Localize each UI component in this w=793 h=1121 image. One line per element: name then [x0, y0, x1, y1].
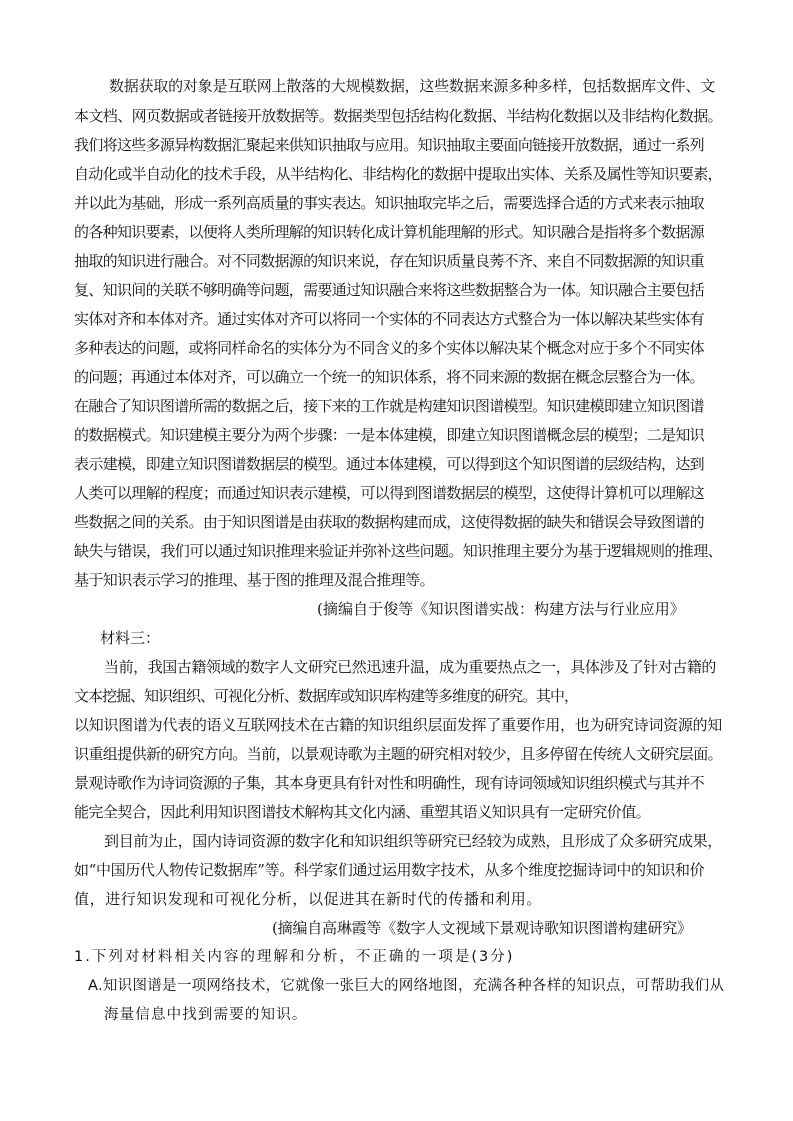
text-line: 基于知识表示学习的推理、基于图的推理及混合推理等。	[74, 571, 435, 589]
answer-option-a-continued: 海量信息中找到需要的知识。	[104, 1007, 308, 1023]
text-line: 值，进行知识发现和可视化分析，以促进其在新时代的传播和利用。	[74, 890, 543, 908]
text-line: 多种表达的问题，或将同样命名的实体分为不同含义的多个实体以解决某个概念对应于多个不同实体	[74, 339, 705, 357]
text-line: 并以此为基础，形成一系列高质量的事实表达。知识抽取完毕之后，需要选择合适的方式来表示抽取	[74, 194, 705, 212]
text-line: 自动化或半自动化的技术手段，从半结构化、非结构化的数据中提取出实体、关系及属性等知识要素，	[74, 165, 723, 183]
source-citation: (摘编自高琳霞等《数字人文视域下景观诗歌知识图谱构建研究》	[272, 919, 692, 937]
text-line: 些数据之间的关系。由于知识图谱是由获取的数据构建而成，这使得数据的缺失和错误会导致图谱的	[74, 513, 705, 531]
text-line: 人类可以理解的程度；而通过知识表示建模，可以得到图谱数据层的模型，这使得计算机可以理解这	[74, 484, 705, 502]
text-line: 复、知识间的关联不够明确等问题，需要通过知识融合来将这些数据整合为一体。知识融合主要包括	[74, 281, 705, 299]
text-line: 抽取的知识进行融合。对不同数据源的知识来说，存在知识质量良莠不齐、来自不同数据源的知识重	[74, 252, 705, 270]
text-line: 如“中国历代人物传记数据库”等。科学家们通过运用数字技术，从多个维度挖掘诗词中的知识和价	[74, 861, 705, 879]
text-line: 识重组提供新的研究方向。当前，以景观诗歌为主题的研究相对较少，且多停留在传统人文研究层面。	[74, 745, 723, 763]
text-line: 缺失与错误，我们可以通过知识推理来验证并弥补这些问题。知识推理主要分为基于逻辑规则的推理、	[74, 542, 723, 560]
text-line: 的各种知识要素，以便将人类所理解的知识转化成计算机能理解的形式。知识融合是指将多个数据源	[74, 223, 705, 241]
text-line: 以知识图谱为代表的语义互联网技术在古籍的知识组织层面发挥了重要作用，也为研究诗词资源的知	[74, 716, 723, 734]
text-line: 文本挖掘、知识组织、可视化分析、数据库或知识库构建等多维度的研究。其中，	[74, 687, 579, 705]
text-line: 到目前为止，国内诗词资源的数字化和知识组织等研究已经较为成熟，且形成了众多研究成果，	[104, 832, 723, 850]
text-line: 能完全契合，因此利用知识图谱技术解构其文化内涵、重塑其语义知识具有一定研究价值。	[74, 803, 651, 821]
text-line: 景观诗歌作为诗词资源的子集，其本身更具有针对性和明确性，现有诗词领域知识组织模式与其并不	[74, 774, 705, 792]
text-line: 表示建模，即建立知识图谱数据层的模型。通过本体建模，可以得到这个知识图谱的层级结构，达到	[74, 455, 705, 473]
text-line: 实体对齐和本体对齐。通过实体对齐可以将同一个实体的不同表达方式整合为一体以解决某些实体有	[74, 310, 705, 328]
text-line: 的数据模式。知识建模主要分为两个步骤：一是本体建模，即建立知识图谱概念层的模型；二是知识	[74, 426, 705, 444]
text-line: 我们将这些多源异构数据汇聚起来供知识抽取与应用。知识抽取主要面向链接开放数据，通过一系列	[74, 136, 705, 154]
question-stem: 1.下列对材料相关内容的理解和分析，不正确的一项是(3分)	[74, 949, 515, 965]
text-line: 当前，我国古籍领域的数字人文研究已然迅速升温，成为重要热点之一，具体涉及了针对古籍的	[104, 658, 717, 676]
text-line: 的问题；再通过本体对齐，可以确立一个统一的知识体系，将不同来源的数据在概念层整合为一体。	[74, 368, 705, 386]
source-citation: (摘编自于俊等《知识图谱实战：构建方法与行业应用》	[317, 600, 685, 618]
section-heading: 材料三：	[100, 629, 161, 647]
answer-option-a: A.知识图谱是一项网络技术，它就像一张巨大的网络地图，充满各种各样的知识点，可帮助我们从	[88, 978, 725, 994]
text-line: 本文档、网页数据或者链接开放数据等。数据类型包括结构化数据、半结构化数据以及非结构化数据。	[74, 107, 723, 125]
text-line: 在融合了知识图谱所需的数据之后，接下来的工作就是构建知识图谱模型。知识建模即建立知识图谱	[74, 397, 705, 415]
text-line: 数据获取的对象是互联网上散落的大规模数据，这些数据来源多种多样，包括数据库文件、文	[109, 77, 716, 95]
